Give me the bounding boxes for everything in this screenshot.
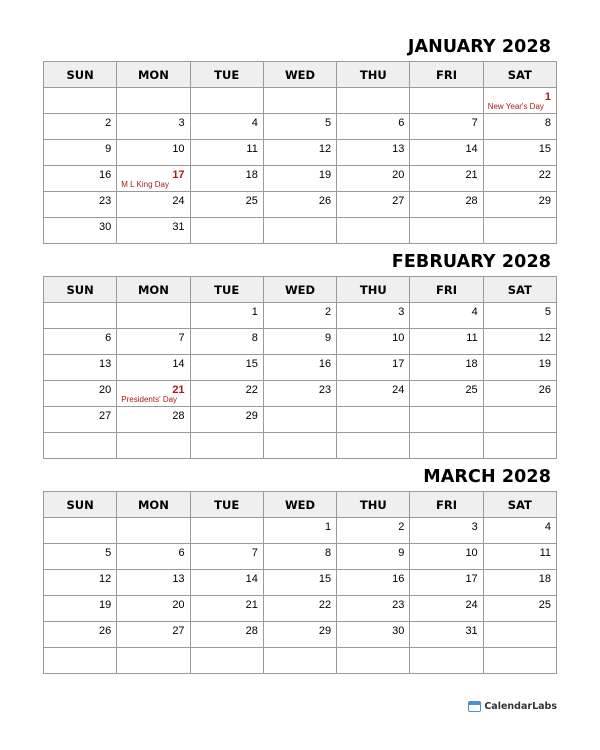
day-cell — [117, 88, 190, 114]
day-number: 15 — [245, 358, 258, 370]
week-row — [44, 218, 557, 244]
day-cell[interactable] — [44, 381, 117, 407]
day-number: 3 — [178, 117, 185, 129]
day-number: 10 — [392, 332, 405, 344]
day-cell[interactable] — [337, 355, 410, 381]
week-row — [44, 518, 557, 544]
day-number: 21 — [465, 169, 478, 181]
day-number: 13 — [392, 143, 405, 155]
day-cell[interactable] — [190, 114, 263, 140]
day-cell[interactable] — [117, 140, 190, 166]
day-number: 22 — [245, 384, 258, 396]
weekday-header-row — [44, 62, 557, 88]
weekday-fri: FRI — [410, 277, 483, 303]
day-cell — [483, 218, 556, 244]
day-number: 17 — [392, 358, 405, 370]
day-cell[interactable] — [117, 570, 190, 596]
day-number: 12 — [99, 573, 112, 585]
day-cell[interactable] — [263, 518, 336, 544]
day-cell[interactable] — [410, 166, 483, 192]
day-number: 19 — [318, 169, 332, 181]
day-number: 2 — [325, 306, 332, 318]
holiday-label: New Year's Day — [487, 102, 544, 111]
day-number: 16 — [318, 358, 332, 370]
day-number: 26 — [99, 625, 112, 637]
day-cell[interactable] — [117, 114, 190, 140]
calendar-icon — [468, 701, 481, 712]
day-cell[interactable] — [190, 355, 263, 381]
day-number: 18 — [465, 358, 478, 370]
day-cell[interactable] — [117, 622, 190, 648]
day-cell[interactable] — [117, 355, 190, 381]
day-cell[interactable] — [410, 622, 483, 648]
day-cell[interactable] — [263, 329, 336, 355]
day-cell — [483, 407, 556, 433]
day-cell — [190, 433, 263, 459]
day-cell[interactable] — [483, 114, 556, 140]
weekday-wed: WED — [263, 277, 336, 303]
calendar-march — [43, 491, 557, 674]
day-cell — [337, 433, 410, 459]
day-cell — [410, 88, 483, 114]
day-number: 7 — [251, 547, 258, 559]
holiday-label: M L King Day — [121, 180, 170, 189]
weekday-sat: SAT — [483, 62, 556, 88]
day-cell[interactable] — [263, 166, 336, 192]
day-number: 2 — [105, 117, 112, 129]
day-number: 17 — [172, 169, 185, 181]
day-number: 23 — [99, 195, 112, 207]
weekday-sat: SAT — [483, 277, 556, 303]
day-cell — [117, 518, 190, 544]
weekday-thu: THU — [337, 277, 410, 303]
weekday-thu: THU — [337, 62, 410, 88]
day-cell[interactable] — [117, 166, 190, 192]
day-number: 21 — [245, 599, 258, 611]
day-cell — [410, 433, 483, 459]
day-number: 18 — [245, 169, 258, 181]
week-row — [44, 433, 557, 459]
day-number: 24 — [172, 195, 185, 207]
day-cell[interactable] — [44, 570, 117, 596]
day-cell — [190, 518, 263, 544]
day-cell[interactable] — [337, 114, 410, 140]
day-number: 14 — [465, 143, 478, 155]
day-cell[interactable] — [44, 166, 117, 192]
day-cell[interactable] — [410, 570, 483, 596]
day-cell[interactable] — [410, 114, 483, 140]
day-cell[interactable] — [337, 166, 410, 192]
day-number: 26 — [538, 384, 551, 396]
weekday-mon: MON — [117, 277, 190, 303]
day-number: 31 — [465, 625, 478, 637]
day-cell — [263, 648, 336, 674]
weekday-fri: FRI — [410, 492, 483, 518]
day-cell[interactable] — [337, 192, 410, 218]
day-cell[interactable] — [190, 596, 263, 622]
day-number: 10 — [465, 547, 478, 559]
day-cell[interactable] — [483, 381, 556, 407]
weekday-sun: SUN — [44, 62, 117, 88]
day-cell[interactable] — [263, 355, 336, 381]
day-cell[interactable] — [410, 381, 483, 407]
day-cell — [44, 518, 117, 544]
day-number: 30 — [392, 625, 405, 637]
day-cell — [337, 218, 410, 244]
day-number: 28 — [465, 195, 478, 207]
day-number: 29 — [245, 410, 258, 422]
week-row — [44, 355, 557, 381]
day-number: 29 — [538, 195, 551, 207]
weekday-fri: FRI — [410, 62, 483, 88]
day-number: 3 — [471, 521, 478, 533]
day-cell[interactable] — [44, 355, 117, 381]
week-row — [44, 303, 557, 329]
day-cell[interactable] — [410, 329, 483, 355]
week-row — [44, 381, 557, 407]
calendar-february — [43, 276, 557, 459]
day-cell[interactable] — [44, 622, 117, 648]
day-cell[interactable] — [44, 407, 117, 433]
day-number: 6 — [105, 332, 112, 344]
day-number: 10 — [172, 143, 185, 155]
day-number: 25 — [538, 599, 551, 611]
day-number: 28 — [172, 410, 185, 422]
day-number: 17 — [465, 573, 478, 585]
day-number: 12 — [538, 332, 551, 344]
day-cell — [337, 648, 410, 674]
day-cell[interactable] — [117, 407, 190, 433]
weekday-tue: TUE — [190, 62, 263, 88]
day-number: 8 — [251, 332, 258, 344]
weekday-wed: WED — [263, 62, 336, 88]
day-cell[interactable] — [337, 570, 410, 596]
weekday-tue: TUE — [190, 277, 263, 303]
day-cell — [410, 218, 483, 244]
day-cell[interactable] — [483, 88, 556, 114]
day-cell[interactable] — [44, 140, 117, 166]
day-cell[interactable] — [263, 192, 336, 218]
day-number: 12 — [318, 143, 332, 155]
day-cell[interactable] — [483, 544, 556, 570]
day-cell[interactable] — [117, 192, 190, 218]
day-number: 4 — [251, 117, 258, 129]
day-number: 3 — [398, 306, 405, 318]
day-cell[interactable] — [190, 570, 263, 596]
day-cell[interactable] — [483, 140, 556, 166]
week-row — [44, 407, 557, 433]
day-number: 5 — [105, 547, 112, 559]
day-cell[interactable] — [190, 544, 263, 570]
day-cell[interactable] — [483, 596, 556, 622]
day-cell[interactable] — [117, 218, 190, 244]
day-cell — [337, 88, 410, 114]
day-cell[interactable] — [190, 407, 263, 433]
day-number: 1 — [544, 91, 551, 103]
day-number: 9 — [398, 547, 405, 559]
week-row — [44, 596, 557, 622]
calendar-january — [43, 61, 557, 244]
day-cell — [410, 648, 483, 674]
day-number: 7 — [178, 332, 185, 344]
day-cell — [44, 648, 117, 674]
month-title-february: FEBRUARY 2028 — [391, 252, 551, 272]
day-cell — [44, 303, 117, 329]
day-number: 8 — [325, 547, 332, 559]
day-cell[interactable] — [44, 114, 117, 140]
day-cell — [483, 648, 556, 674]
day-cell[interactable] — [117, 329, 190, 355]
day-cell[interactable] — [410, 518, 483, 544]
day-cell — [337, 407, 410, 433]
day-number: 15 — [538, 143, 551, 155]
week-row — [44, 329, 557, 355]
day-number: 31 — [172, 221, 185, 233]
weekday-tue: TUE — [190, 492, 263, 518]
day-cell — [263, 218, 336, 244]
day-cell — [483, 622, 556, 648]
day-cell[interactable] — [44, 329, 117, 355]
day-number: 30 — [99, 221, 112, 233]
day-number: 23 — [318, 384, 332, 396]
weekday-thu: THU — [337, 492, 410, 518]
week-row — [44, 622, 557, 648]
day-number: 4 — [471, 306, 478, 318]
day-number: 4 — [544, 521, 551, 533]
day-number: 18 — [538, 573, 551, 585]
day-number: 15 — [318, 573, 332, 585]
day-number: 14 — [172, 358, 185, 370]
day-cell — [190, 218, 263, 244]
day-cell[interactable] — [410, 596, 483, 622]
day-cell[interactable] — [190, 192, 263, 218]
day-cell[interactable] — [117, 596, 190, 622]
day-cell[interactable] — [263, 381, 336, 407]
day-cell[interactable] — [483, 166, 556, 192]
day-cell — [117, 303, 190, 329]
day-number: 22 — [318, 599, 332, 611]
day-number: 25 — [245, 195, 258, 207]
weekday-mon: MON — [117, 492, 190, 518]
day-cell[interactable] — [263, 303, 336, 329]
day-cell — [263, 407, 336, 433]
month-title-january: JANUARY 2028 — [407, 37, 551, 57]
day-cell — [483, 433, 556, 459]
day-number: 11 — [539, 547, 551, 559]
day-number: 13 — [99, 358, 112, 370]
day-number: 19 — [538, 358, 551, 370]
day-cell[interactable] — [337, 329, 410, 355]
brand-name: CalendarLabs — [484, 701, 557, 712]
day-cell — [117, 433, 190, 459]
day-cell[interactable] — [263, 140, 336, 166]
day-number: 8 — [544, 117, 551, 129]
day-cell[interactable] — [337, 381, 410, 407]
weekday-sun: SUN — [44, 492, 117, 518]
day-number: 27 — [172, 625, 185, 637]
day-cell — [190, 648, 263, 674]
day-cell[interactable] — [263, 114, 336, 140]
day-number: 29 — [318, 625, 332, 637]
day-cell — [44, 433, 117, 459]
day-cell[interactable] — [117, 381, 190, 407]
day-cell[interactable] — [410, 544, 483, 570]
day-cell[interactable] — [337, 622, 410, 648]
day-cell[interactable] — [337, 596, 410, 622]
day-number: 6 — [178, 547, 185, 559]
day-cell[interactable] — [190, 381, 263, 407]
weekday-mon: MON — [117, 62, 190, 88]
day-cell[interactable] — [483, 192, 556, 218]
day-cell[interactable] — [190, 303, 263, 329]
day-number: 14 — [245, 573, 258, 585]
day-cell[interactable] — [337, 518, 410, 544]
day-number: 11 — [246, 143, 258, 155]
week-row — [44, 166, 557, 192]
day-number: 5 — [544, 306, 551, 318]
day-number: 26 — [318, 195, 332, 207]
day-number: 7 — [471, 117, 478, 129]
day-cell — [263, 88, 336, 114]
day-cell[interactable] — [263, 622, 336, 648]
day-number: 13 — [172, 573, 185, 585]
day-number: 9 — [325, 332, 332, 344]
day-number: 20 — [172, 599, 185, 611]
week-row — [44, 140, 557, 166]
day-cell[interactable] — [410, 355, 483, 381]
day-cell[interactable] — [190, 166, 263, 192]
day-number: 25 — [465, 384, 478, 396]
day-cell[interactable] — [190, 140, 263, 166]
day-number: 28 — [245, 625, 258, 637]
day-number: 11 — [466, 332, 478, 344]
day-cell[interactable] — [44, 596, 117, 622]
day-cell — [117, 648, 190, 674]
weekday-header-row — [44, 277, 557, 303]
day-cell[interactable] — [483, 355, 556, 381]
day-cell[interactable] — [483, 518, 556, 544]
month-title-march: MARCH 2028 — [423, 467, 551, 487]
week-row — [44, 570, 557, 596]
day-number: 27 — [99, 410, 112, 422]
day-number: 20 — [99, 384, 112, 396]
day-cell[interactable] — [483, 303, 556, 329]
day-number: 22 — [538, 169, 551, 181]
week-row — [44, 114, 557, 140]
day-cell[interactable] — [117, 544, 190, 570]
day-number: 16 — [99, 169, 112, 181]
brand-logo[interactable] — [468, 701, 557, 712]
day-number: 5 — [325, 117, 332, 129]
day-number: 9 — [105, 143, 112, 155]
day-number: 20 — [392, 169, 405, 181]
day-number: 27 — [392, 195, 405, 207]
day-cell[interactable] — [190, 329, 263, 355]
day-cell[interactable] — [337, 544, 410, 570]
day-number: 2 — [398, 521, 405, 533]
week-row — [44, 544, 557, 570]
day-number: 1 — [325, 521, 332, 533]
weekday-wed: WED — [263, 492, 336, 518]
day-number: 23 — [392, 599, 405, 611]
day-cell[interactable] — [263, 570, 336, 596]
day-cell — [190, 88, 263, 114]
day-number: 24 — [465, 599, 478, 611]
day-cell[interactable] — [44, 544, 117, 570]
day-cell[interactable] — [410, 192, 483, 218]
day-cell[interactable] — [44, 192, 117, 218]
day-cell — [263, 433, 336, 459]
day-cell[interactable] — [337, 303, 410, 329]
day-number: 19 — [99, 599, 112, 611]
day-cell[interactable] — [410, 303, 483, 329]
day-cell[interactable] — [44, 218, 117, 244]
day-number: 24 — [392, 384, 405, 396]
day-cell — [44, 88, 117, 114]
day-cell[interactable] — [337, 140, 410, 166]
weekday-header-row — [44, 492, 557, 518]
day-cell[interactable] — [483, 329, 556, 355]
day-cell — [410, 407, 483, 433]
day-number: 21 — [172, 384, 185, 396]
day-number: 6 — [398, 117, 405, 129]
day-cell[interactable] — [263, 596, 336, 622]
holiday-label: Presidents' Day — [121, 395, 178, 404]
weekday-sat: SAT — [483, 492, 556, 518]
week-row — [44, 192, 557, 218]
day-cell[interactable] — [263, 544, 336, 570]
day-cell[interactable] — [483, 570, 556, 596]
week-row — [44, 88, 557, 114]
day-number: 16 — [392, 573, 405, 585]
day-cell[interactable] — [410, 140, 483, 166]
weekday-sun: SUN — [44, 277, 117, 303]
day-cell[interactable] — [190, 622, 263, 648]
day-number: 1 — [251, 306, 258, 318]
week-row — [44, 648, 557, 674]
